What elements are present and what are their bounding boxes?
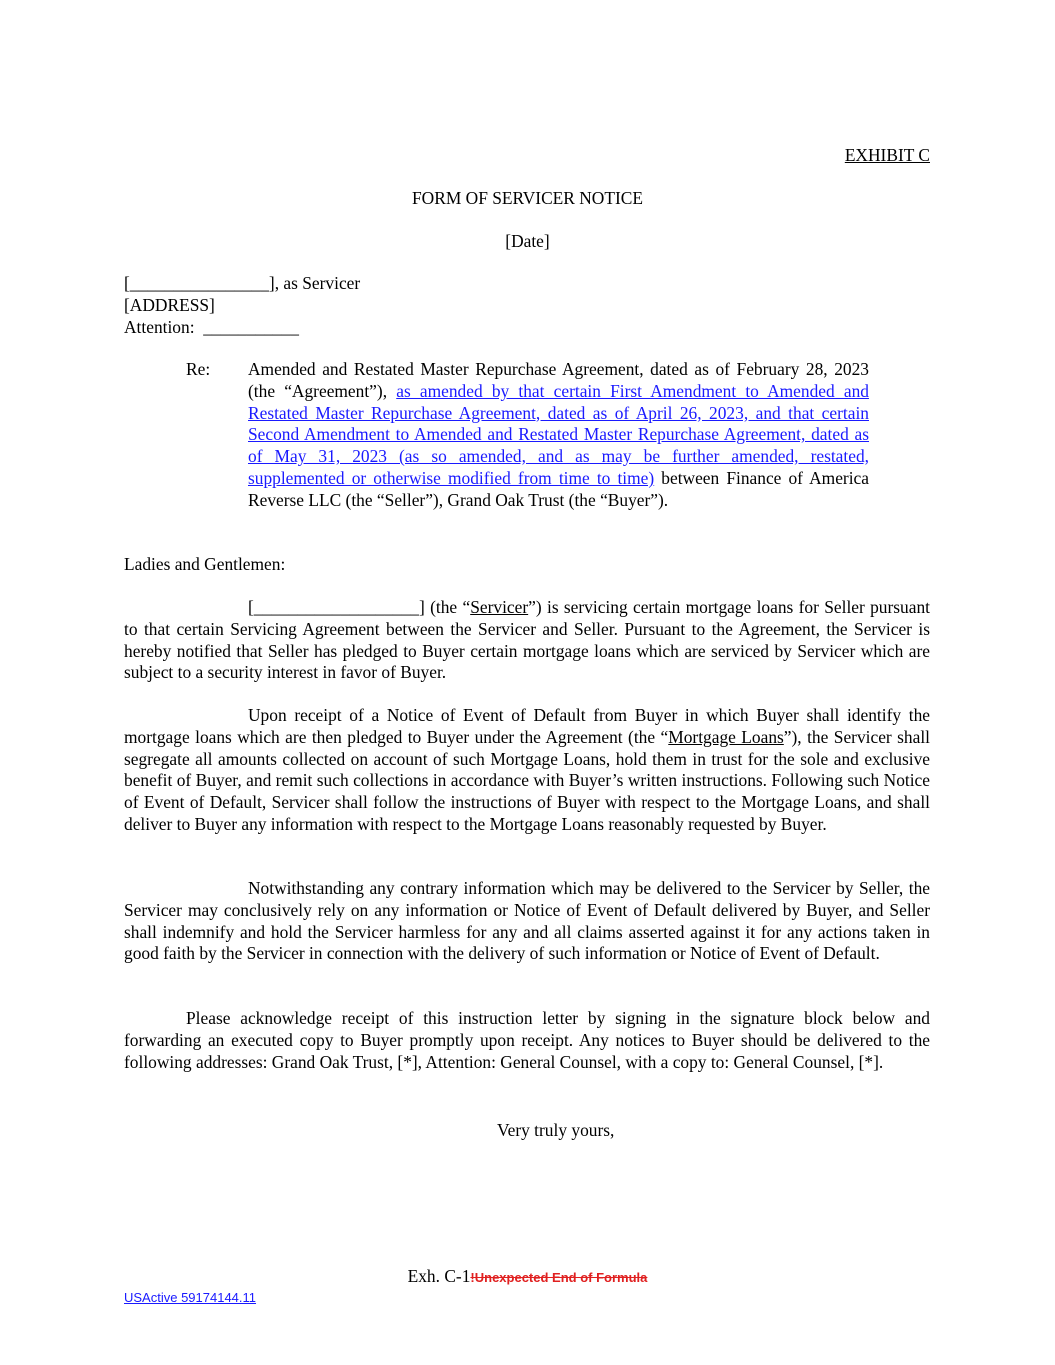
formula-error-text: !Unexpected End of Formula [470,1270,648,1285]
paragraph1-pre-term: (the “ [424,597,471,617]
document-id: USActive 59174144.11 [124,1290,257,1305]
paragraph-acknowledgement: Please acknowledge receipt of this instruction letter by signing in the signature block below and forwarding an executed copy to Buyer promptly upon receipt. Any notices to Buyer should be delivered to the following addresses: Grand Oak Trust, [*], Attention: General Counsel, with a copy to: General Counsel, [*]. [124,1008,930,1072]
addressee-block [124,273,524,338]
addressee-attention-line [124,317,524,339]
attention-label: Attention: [124,316,195,337]
paragraph2-pre-term: Upon receipt of a Notice of Event of Default from Buyer in which Buyer shall identify the mortgage loans which are then pledged to Buyer under the Agreement (the “ [124,705,930,747]
addressee-address-line: [ADDRESS] [124,294,215,315]
page-footer [0,1266,1055,1289]
defined-term-servicer: Servicer [470,597,529,617]
addressee-servicer-line: [________________], as Servicer [124,273,361,293]
page-number: Exh. C-1 [407,1266,471,1286]
exhibit-label: EXHIBIT C [844,145,930,165]
paragraph2-rest: ”), the Servicer shall segregate all amounts collected on account of such Mortgage Loans, hold them in trust for the sole and exclusive benefit of Buyer, and remit such collections in accordance with Buyer’s written instructions. Following such Notice of Event of Default, Servicer shall follow the instructions of Buyer with respect to the Mortgage Loans, and shall deliver to Buyer any information with respect to the Mortgage Loans reasonably requested by Buyer. [124,726,930,834]
re-label: Re: [186,359,211,379]
document-title: FORM OF SERVICER NOTICE [412,188,643,208]
attention-blank: ___________ [203,316,299,337]
date-placeholder: [Date] [505,231,550,251]
paragraph-servicer-notice [124,597,930,684]
paragraph-event-of-default [124,705,930,836]
defined-term-mortgage-loans: Mortgage Loans [668,726,784,747]
paragraph1-rest: ”) is servicing certain mortgage loans for Seller pursuant to that certain Servicing Agreement between the Servicer and Seller. Pursuant to the Agreement, the Servicer is hereby notified that Seller has pledged to Buyer certain mortgage loans which are serviced by Servicer which are subject to a security interest in favor of Buyer. [124,597,931,683]
re-text-before: Amended and Restated Master Repurchase Agreement, dated as of February 28, 2023 (the “Agreement”), [248,359,869,401]
re-text-after: between Finance of America Reverse LLC (the “Seller”), Grand Oak Trust (the “Buyer”). [248,467,869,510]
re-body [248,359,869,512]
salutation: Ladies and Gentlemen: [124,554,286,574]
servicer-blank: [___________________] [248,597,425,617]
re-inserted-text: as amended by that certain First Amendment to Amended and Restated Master Repurchase Agreement, dated as of April 26, 2023, and that certain Second Amendment to Amended and Restated Master Repurchase Agreement, dated as of May 31, 2023 (as so amended, and as may be further amended, restated, supplemented or otherwise modified from time to time) [248,380,869,488]
paragraph-reliance: Notwithstanding any contrary information which may be delivered to the Servicer by Seller, the Servicer may conclusively rely on any information or Notice of Event of Default delivered by Buyer, and Seller shall indemnify and hold the Servicer harmless for any and all claims asserted against it for any actions taken in good faith by the Servicer in connection with the delivery of such information or Notice of Event of Default. [124,878,930,964]
closing-salutation: Very truly yours, [497,1120,615,1140]
